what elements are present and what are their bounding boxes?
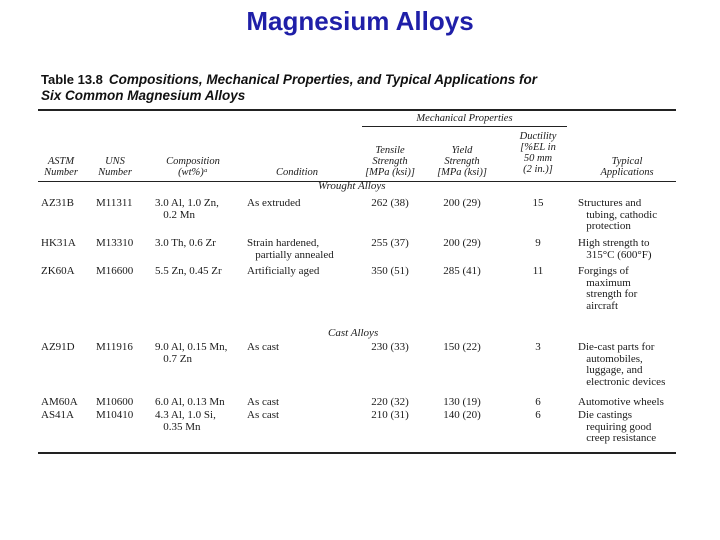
cell-yield: 200 (29) [443,237,481,249]
cell-composition: 9.0 Al, 0.15 Mn, 0.7 Zn [155,341,228,365]
table-top-rule [38,109,676,111]
cell-astm: AZ91D [41,341,75,353]
cell-tensile: 262 (38) [371,197,409,209]
caption-line-1 [41,72,537,88]
cell-tensile: 220 (32) [371,396,409,408]
cell-astm: AS41A [41,409,75,421]
cell-condition: Strain hardened, partially annealed [247,237,334,261]
cell-yield: 200 (29) [443,197,481,209]
cell-ductility: 15 [532,197,544,209]
cell-astm: HK31A [41,237,76,249]
header-astm: ASTM Number [44,156,78,178]
cell-uns: M11311 [96,197,133,209]
cell-yield: 285 (41) [443,265,481,277]
cell-astm: ZK60A [41,265,75,277]
header-typical-applications: Typical Applications [600,156,654,178]
section-wrought-alloys: Wrought Alloys [318,180,386,192]
cell-tensile: 255 (37) [371,237,409,249]
cell-condition: Artificially aged [247,265,320,277]
cell-uns: M13310 [96,237,134,249]
cell-applications: Structures and tubing, cathodic protection [578,197,658,232]
cell-ductility: 11 [532,265,544,277]
cell-tensile: 210 (31) [371,409,409,421]
cell-applications: Automotive wheels [578,396,664,408]
header-mechanical-properties: Mechanical Properties [416,113,513,124]
caption-text-1: Compositions, Mechanical Properties, and Typical Applications for [108,72,537,87]
cell-composition: 3.0 Th, 0.6 Zr [155,237,216,249]
cell-condition: As cast [247,409,280,421]
cell-yield: 150 (22) [443,341,481,353]
cell-composition: 6.0 Al, 0.13 Mn [155,396,225,408]
cell-applications: Die-cast parts for automobiles, luggage, and electronic devices [578,341,666,388]
table-number: Table 13.8 [41,72,103,87]
cell-yield: 140 (20) [443,409,481,421]
cell-composition: 5.5 Zn, 0.45 Zr [155,265,222,277]
cell-ductility: 3 [535,341,541,353]
cell-uns: M16600 [96,265,134,277]
cell-ductility: 6 [535,409,541,421]
table-bottom-rule [38,452,676,454]
header-tensile-strength: Tensile Strength [MPa (ksi)] [365,145,415,178]
cell-applications: Die castings requiring good creep resistance [578,409,657,444]
cell-composition: 3.0 Al, 1.0 Zn, 0.2 Mn [155,197,219,221]
cell-tensile: 230 (33) [371,341,409,353]
header-yield-strength: Yield Strength [MPa (ksi)] [437,145,487,178]
header-uns: UNS Number [98,156,132,178]
caption-text-2: Six Common Magnesium Alloys [41,88,246,103]
cell-applications: High strength to 315°C (600°F) [578,237,652,261]
cell-ductility: 6 [535,396,541,408]
header-ductility: Ductility [%EL in 50 mm (2 in.)] [519,131,557,175]
cell-uns: M11916 [96,341,133,353]
cell-astm: AZ31B [41,197,74,209]
section-cast-alloys: Cast Alloys [328,327,379,339]
cell-yield: 130 (19) [443,396,481,408]
cell-condition: As cast [247,341,280,353]
header-composition: Composition (wt%)ᵃ [166,156,220,178]
mechanical-properties-rule [362,126,567,127]
cell-tensile: 350 (51) [371,265,409,277]
cell-astm: AM60A [41,396,78,408]
cell-applications: Forgings of maximum strength for aircraft [578,265,638,312]
cell-condition: As extruded [247,197,301,209]
table-caption [41,72,537,104]
cell-uns: M10410 [96,409,134,421]
cell-uns: M10600 [96,396,134,408]
header-condition: Condition [275,167,318,178]
cell-composition: 4.3 Al, 1.0 Si, 0.35 Mn [155,409,216,433]
cell-condition: As cast [247,396,280,408]
cell-ductility: 9 [535,237,541,249]
slide-title: Magnesium Alloys [246,6,474,36]
